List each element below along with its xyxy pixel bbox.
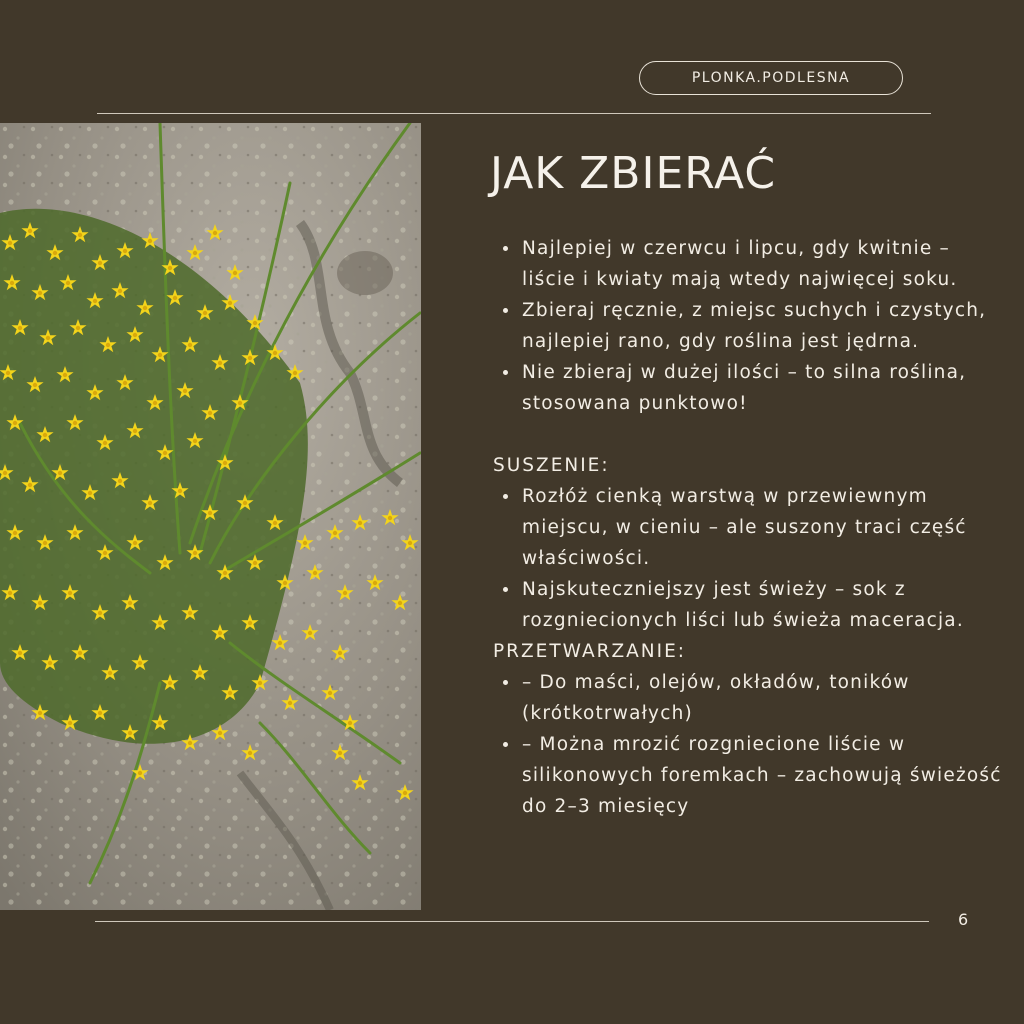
list-item: Nie zbieraj w dużej ilości – to silna roślina, stosowana punktowo! bbox=[493, 357, 1003, 419]
page-title: JAK ZBIERAĆ bbox=[490, 148, 777, 199]
list-item: – Można mrozić rozgniecione liście w silikonowych foremkach – zachowują świeżość do 2–3 miesięcy bbox=[493, 729, 1003, 822]
harvest-list bbox=[493, 233, 1003, 419]
brand-badge-label: PLONKA.PODLESNA bbox=[691, 70, 851, 86]
processing-list bbox=[493, 667, 1003, 822]
list-item: – Do maści, olejów, okładów, toników (krótkotrwałych) bbox=[493, 667, 1003, 729]
top-divider bbox=[97, 113, 931, 114]
list-item: Zbieraj ręcznie, z miejsc suchych i czystych, najlepiej rano, gdy roślina jest jędrna. bbox=[493, 295, 1003, 357]
list-item: Najskuteczniejszy jest świeży – sok z rozgniecionych liści lub świeża maceracja. bbox=[493, 574, 1003, 636]
bottom-divider bbox=[95, 921, 929, 922]
stonecrop-flowers-image bbox=[0, 123, 421, 910]
list-item: Najlepiej w czerwcu i lipcu, gdy kwitnie – liście i kwiaty mają wtedy najwięcej soku. bbox=[493, 233, 1003, 295]
list-item: Rozłóż cienką warstwą w przewiewnym miejscu, w cieniu – ale suszony traci część właściwości. bbox=[493, 481, 1003, 574]
spacer bbox=[493, 419, 1003, 450]
drying-list bbox=[493, 481, 1003, 636]
processing-heading: PRZETWARZANIE: bbox=[493, 641, 687, 662]
plant-photo bbox=[0, 123, 421, 910]
page-number: 6 bbox=[958, 910, 969, 929]
drying-heading: SUSZENIE: bbox=[493, 455, 610, 476]
brand-badge bbox=[639, 61, 903, 95]
content-column bbox=[493, 233, 1003, 822]
